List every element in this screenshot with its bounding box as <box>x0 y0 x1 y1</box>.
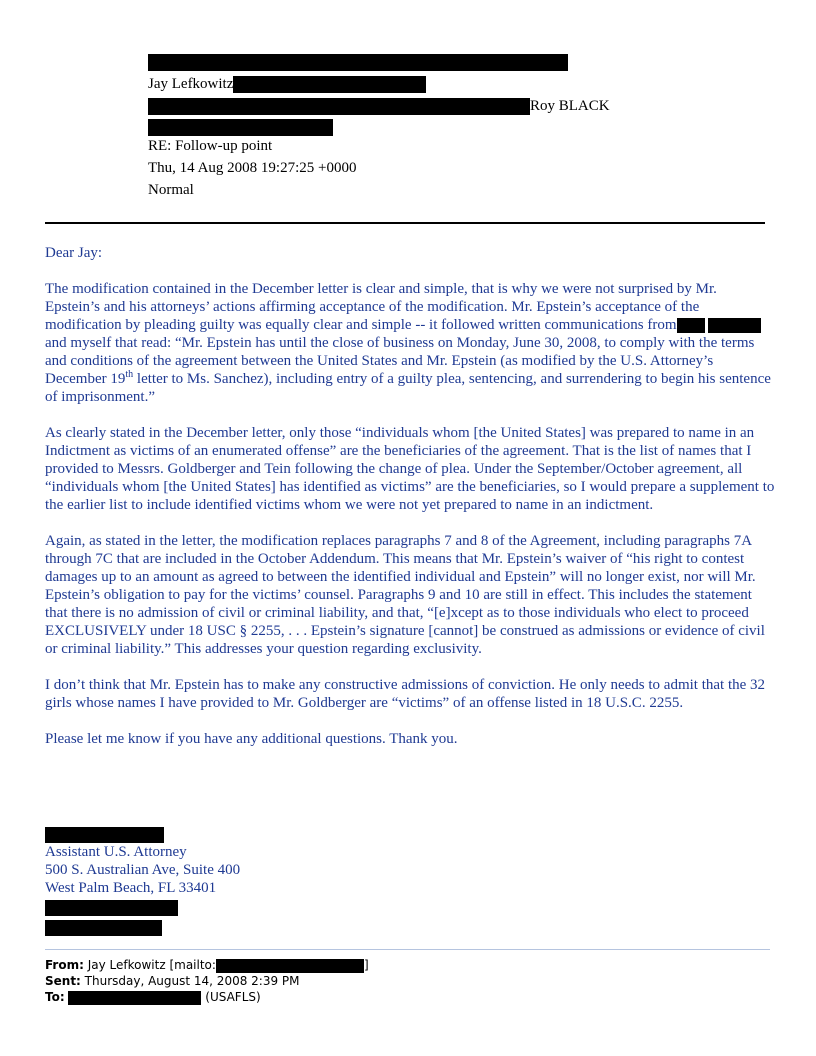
signature-title: Assistant U.S. Attorney <box>45 844 187 860</box>
paragraph-1-part-b: and myself that read: “Mr. Epstein has until the close of business on Monday, June 30, 2008, to comply with the terms and conditions of the agreement between the United States and Mr. Epstein (as modified by the U.S. Attorney’s December 19 <box>45 335 755 387</box>
date-value: Thu, 14 Aug 2008 19:27:25 +0000 <box>148 160 357 176</box>
redaction <box>45 900 178 916</box>
redaction <box>45 827 164 843</box>
redaction <box>148 98 530 115</box>
fwd-from-value: Jay Lefkowitz [mailto: <box>83 958 216 972</box>
to-value: Jay Lefkowitz <box>148 76 234 92</box>
subject-value: RE: Follow-up point <box>148 138 273 154</box>
paragraph-1-part-c: letter to Ms. Sanchez), including entry of a guilty plea, sentencing, and surrendering to begin his sentence of imprisonment.” <box>45 371 771 405</box>
redaction <box>148 54 568 71</box>
paragraph-5: Please let me know if you have any additional questions. Thank you. <box>45 731 458 747</box>
superscript: th <box>125 369 134 380</box>
fwd-from-label: From: <box>45 958 84 972</box>
header-divider <box>45 222 765 224</box>
fwd-to-label: To: <box>45 990 65 1004</box>
redaction <box>148 119 333 136</box>
redaction <box>233 76 426 93</box>
forward-divider <box>45 949 770 950</box>
paragraph-1 <box>45 280 775 406</box>
forwarded-header <box>45 957 369 1005</box>
paragraph-1-part-a: The modification contained in the December letter is clear and simple, that is why we were not surprised by Mr. Epstein’s and his attorneys’ actions affirming acceptance of the modification. Mr. Epstein’s acceptance of the modification by pleading guilty was equally clear and simple -- it followed written communications from <box>45 281 717 333</box>
greeting: Dear Jay: <box>45 245 103 261</box>
redaction <box>216 959 364 973</box>
fwd-sent-label: Sent: <box>45 974 81 988</box>
redaction <box>45 920 162 936</box>
fwd-from-close: ] <box>363 958 369 972</box>
redaction <box>677 318 705 333</box>
redaction <box>708 318 761 333</box>
signature-block <box>45 825 240 936</box>
email-body <box>45 244 775 766</box>
fwd-to-value: (USAFLS) <box>201 990 261 1004</box>
paragraph-2: As clearly stated in the December letter, only those “individuals whom [the United States] was prepared to name in an Indictment as victims of an enumerated offense” are the beneficiaries of the agreement. That is the list of names that I provided to Messrs. Goldberger and Tein following the change of plea. Under the September/October agreement, all “individuals whom [the United States] has identified as victims” are the beneficiaries, so I would prepare a supplement to the earlier list to include identified victims whom we were not yet prepared to name in an indictment. <box>45 425 775 513</box>
fwd-sent-value: Thursday, August 14, 2008 2:39 PM <box>80 974 300 988</box>
redaction <box>68 991 201 1005</box>
signature-address-1: 500 S. Australian Ave, Suite 400 <box>45 862 241 878</box>
paragraph-4: I don’t think that Mr. Epstein has to make any constructive admissions of conviction. He only needs to admit that the 32 girls whose names I have provided to Mr. Goldberger are “victims” of an offense listed in 18 U.S.C. 2255. <box>45 677 766 711</box>
importance-value: Normal <box>148 182 194 198</box>
cc-value: Roy BLACK <box>530 98 610 114</box>
signature-address-2: West Palm Beach, FL 33401 <box>45 880 217 896</box>
paragraph-3: Again, as stated in the letter, the modification replaces paragraphs 7 and 8 of the Agreement, including paragraphs 7A through 7C that are included in the October Addendum. This means that Mr. Epstein’s waiver of “his right to contest damages up to an amount as agreed to between the identified individual and Epstein” will no longer exist, nor will Mr. Epstein’s obligation to pay for the victims’ counsel. Paragraphs 9 and 10 are still in effect. This includes the statement that there is no admission of civil or criminal liability, and that, “[e]xcept as to those individuals who elect to proceed EXCLUSIVELY under 18 USC § 2255, . . . Epstein’s signature [cannot] be construed as admissions or evidence of civil or criminal liability.” This addresses your question regarding exclusivity. <box>45 533 765 657</box>
